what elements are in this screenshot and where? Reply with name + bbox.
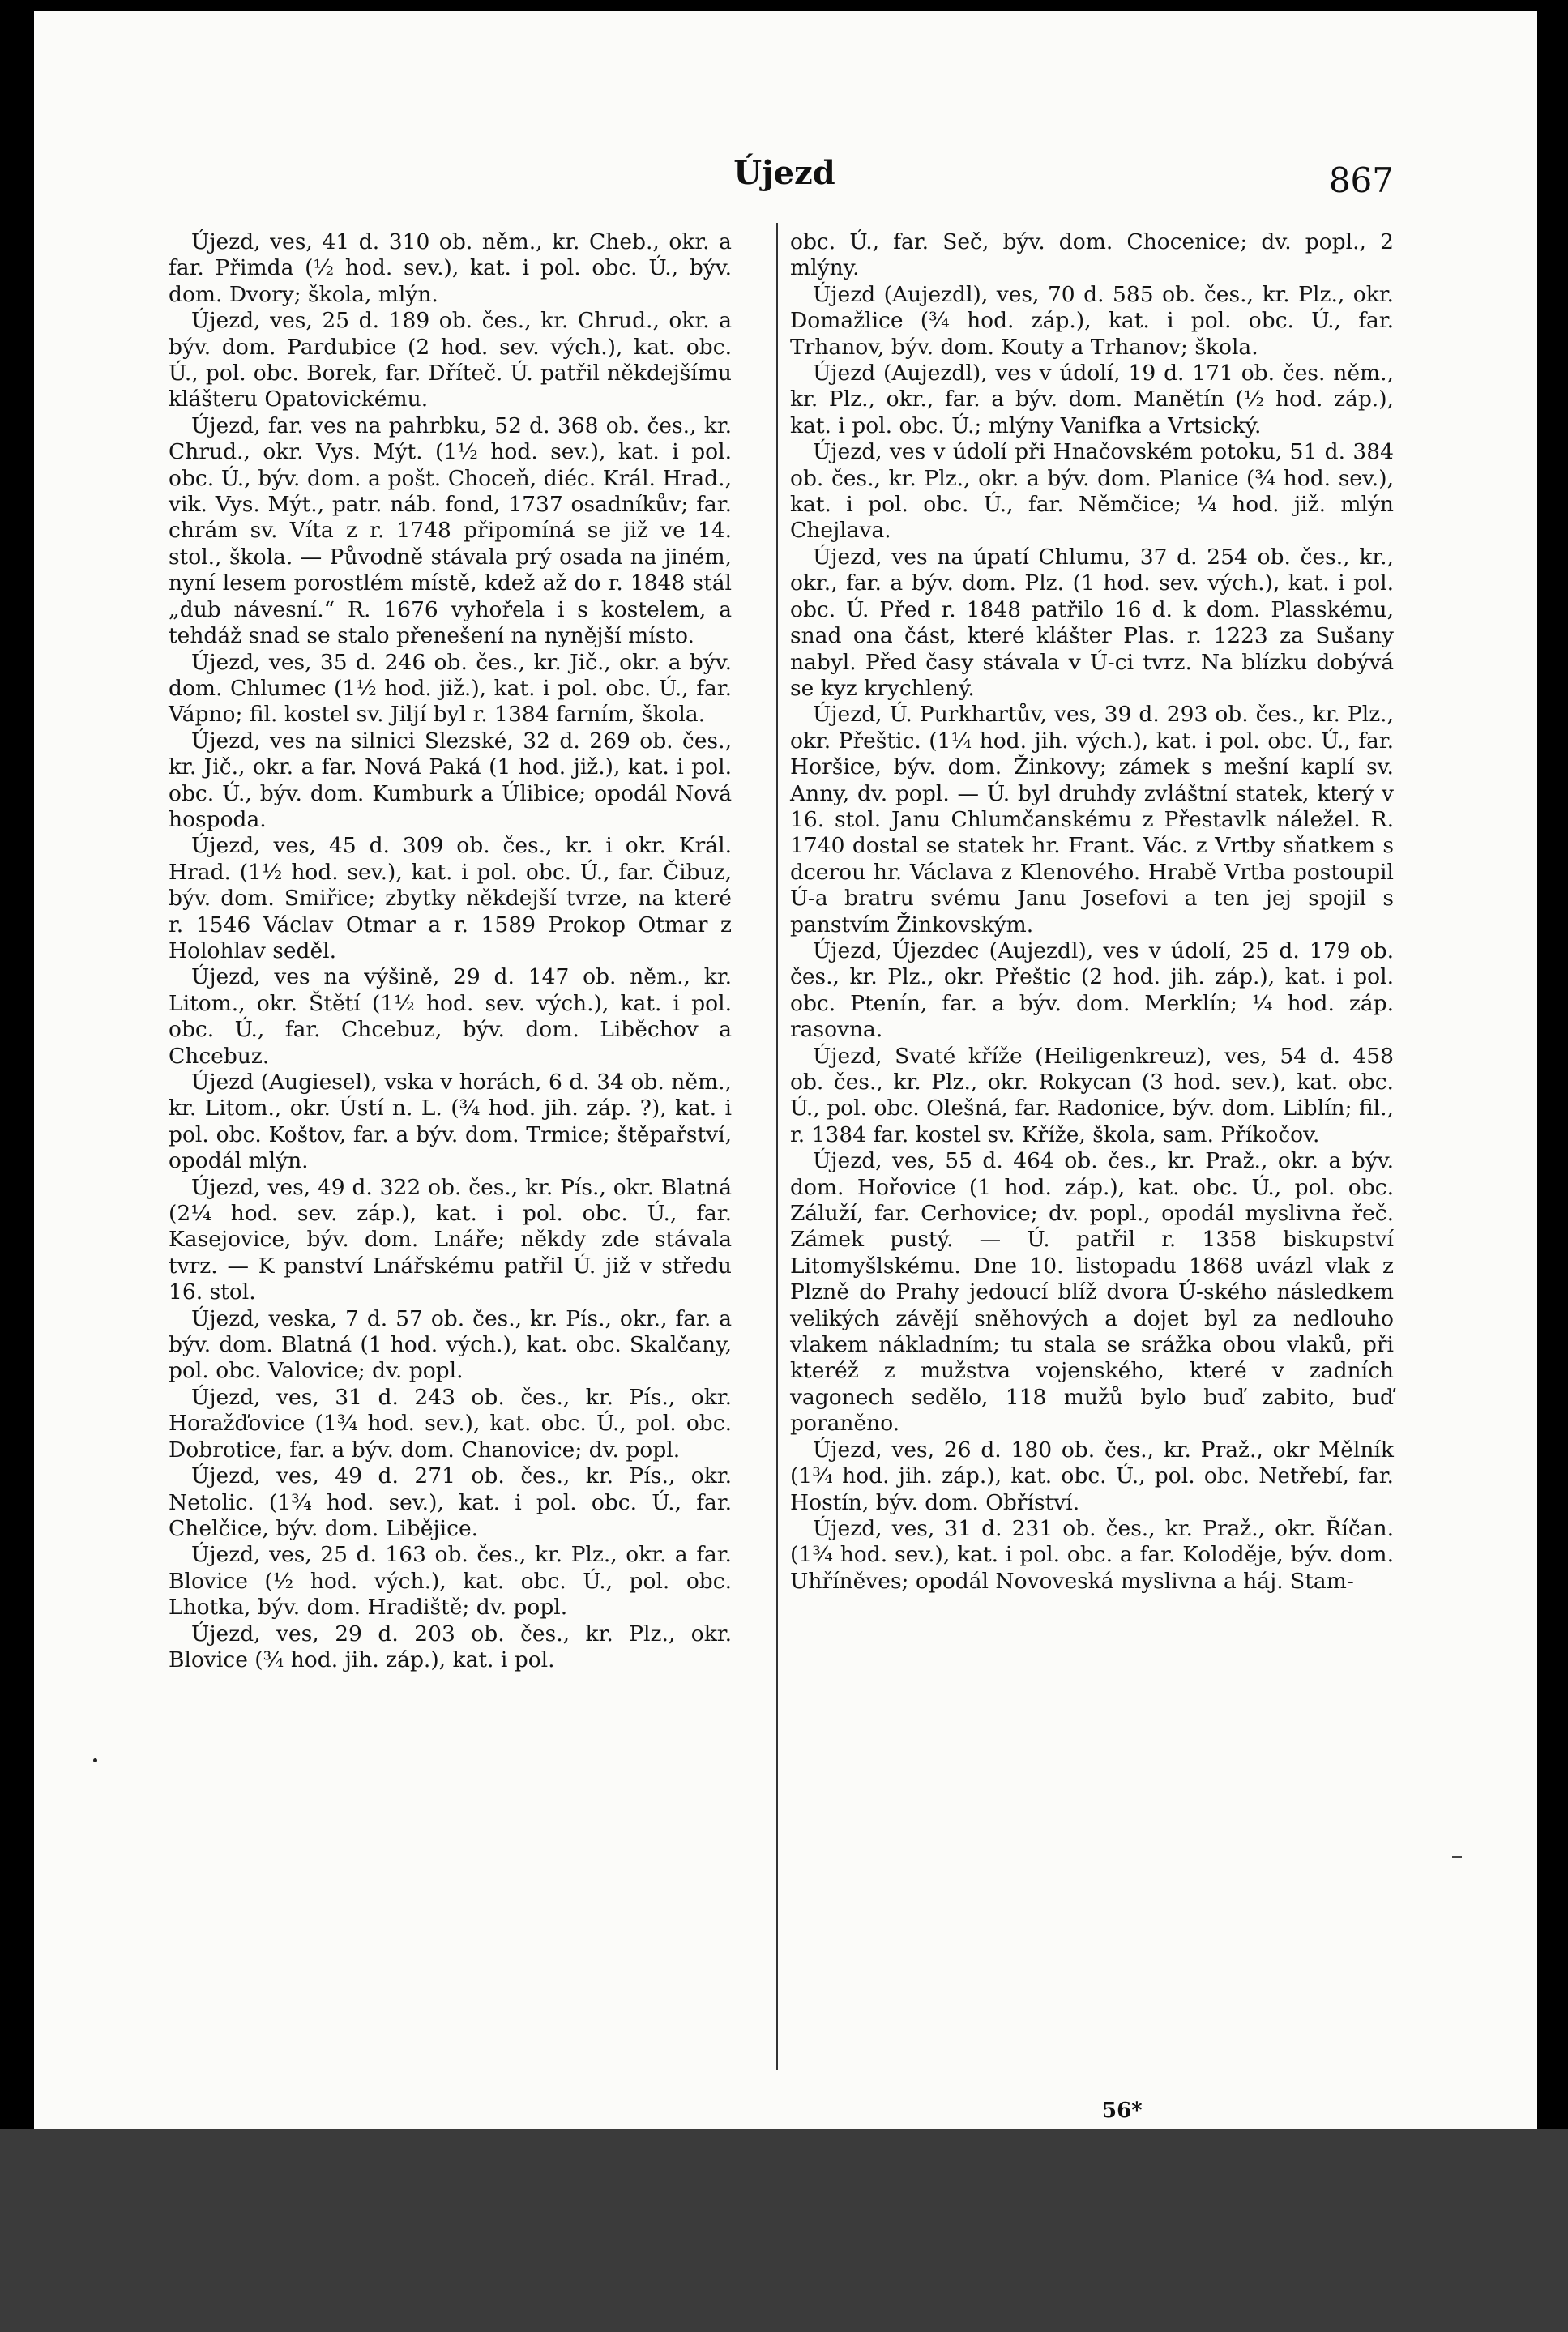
entry: Újezd, ves, 25 d. 189 ob. čes., kr. Chrud., okr. a býv. dom. Pardubice (2 hod. sev. vých.), kat. obc. Ú., pol. obc. Borek, far. Dříteč. Ú. patřil někdejšímu klášteru Opatovickému. xyxy=(169,308,732,412)
scan-speck xyxy=(93,1758,97,1762)
scan-border-right xyxy=(1537,0,1568,2129)
entry: Újezd, ves na výšině, 29 d. 147 ob. něm., kr. Litom., okr. Štětí (1½ hod. sev. vých.), kat. i pol. obc. Ú., far. Chcebuz, býv. dom. Liběchov a Chcebuz. xyxy=(169,964,732,1069)
scan-speck xyxy=(1452,1856,1462,1858)
entry-continuation: obc. Ú., far. Seč, býv. dom. Chocenice; dv. popl., 2 mlýny. xyxy=(790,229,1394,281)
entry: Újezd, ves v údolí při Hnačovském potoku, 51 d. 384 ob. čes., kr. Plz., okr. a býv. dom. Planice (¾ hod. sev.), kat. i pol. obc. Ú., far. Němčice; ¼ hod. již. mlýn Chejlava. xyxy=(790,439,1394,544)
entry: Újezd, ves, 55 d. 464 ob. čes., kr. Praž., okr. a býv. dom. Hořovice (1 hod. záp.), kat. obc. Ú., pol. obc. Záluží, far. Cerhovice; dv. popl., opodál myslivna řeč. Zámek pustý. — Ú. patřil r. 1358 biskupství Litomyšlskému. Dne 10. listopadu 1868 uvázl vlak z Plzně do Prahy jedoucí blíž dvora Ú-ského následkem velikých závějí sněhových a dojet byl za nedlouho vlakem nákladním; tu stala se srážka obou vlaků, při kteréž z mužstva vojenského, které v zadních vagonech sedělo, 118 mužů bylo buď zabito, buď poraněno. xyxy=(790,1148,1394,1437)
entry: Újezd (Aujezdl), ves v údolí, 19 d. 171 ob. čes. něm., kr. Plz., okr., far. a býv. dom. Manětín (½ hod. záp.), kat. i pol. obc. Ú.; mlýny Vanifka a Vrtsický. xyxy=(790,361,1394,438)
entry: Újezd, Újezdec (Aujezdl), ves v údolí, 25 d. 179 ob. čes., kr. Plz., okr. Přeštic (2 hod. jih. záp.), kat. i pol. obc. Ptenín, far. a býv. dom. Merklín; ¼ hod. záp. rasovna. xyxy=(790,937,1394,1043)
entry: Újezd, Ú. Purkhartův, ves, 39 d. 293 ob. čes., kr. Plz., okr. Přeštic. (1¼ hod. jih. vých.), kat. i pol. obc. Ú., far. Horšice, býv. dom. Žinkovy; zámek s mešní kaplí sv. Anny, dv. popl. — Ú. byl druhdy zvláštní statek, který v 16. stol. Janu Chlumčanskému z Přestavlk náležel. R. 1740 dostal se statek hr. Frant. Vác. z Vrtby sňatkem s dcerou hr. Václava z Klenového. Hrabě Vrtba postoupil Ú-a bratru svému Janu Josefovi a ten jej spojil s panstvím Žinkovským. xyxy=(790,702,1394,937)
entry: Újezd, ves na silnici Slezské, 32 d. 269 ob. čes., kr. Jič., okr. a far. Nová Paká (1 hod. již.), kat. i pol. obc. Ú., býv. dom. Kumburk a Úlibice; opodál Nová hospoda. xyxy=(169,728,732,832)
left-column xyxy=(169,229,732,1673)
entry: Újezd (Aujezdl), ves, 70 d. 585 ob. čes., kr. Plz., okr. Domažlice (¾ hod. záp.), kat. i pol. obc. Ú., far. Trhanov, býv. dom. Kouty a Trhanov; škola. xyxy=(790,281,1394,360)
entry: Újezd, ves, 35 d. 246 ob. čes., kr. Jič., okr. a býv. dom. Chlumec (1½ hod. již.), kat. i pol. obc. Ú., far. Vápno; fil. kostel sv. Jiljí byl r. 1384 farním, škola. xyxy=(169,649,732,728)
entry: Újezd, Svaté kříže (Heiligenkreuz), ves, 54 d. 458 ob. čes., kr. Plz., okr. Rokycan (3 hod. sev.), kat. obc. Ú., pol. obc. Olešná, far. Radonice, býv. dom. Liblín; fil., r. 1384 far. kostel sv. Kříže, škola, sam. Příkočov. xyxy=(790,1043,1394,1147)
entry: Újezd, ves, 49 d. 322 ob. čes., kr. Pís., okr. Blatná (2¼ hod. sev. záp.), kat. i pol. obc. Ú., far. Kasejovice, býv. dom. Lnáře; někdy zde stávala tvrz. — K panství Lnářskému patřil Ú. již v středu 16. stol. xyxy=(169,1174,732,1305)
entry: Újezd, ves, 45 d. 309 ob. čes., kr. i okr. Král. Hrad. (1½ hod. sev.), kat. i pol. obc. Ú., far. Čibuz, býv. dom. Smiřice; zbytky někdejší tvrze, na které r. 1546 Václav Otmar a r. 1589 Prokop Otmar z Holohlav seděl. xyxy=(169,833,732,963)
entry: Újezd, ves, 41 d. 310 ob. něm., kr. Cheb., okr. a far. Přimda (½ hod. sev.), kat. i pol. obc. Ú., býv. dom. Dvory; škola, mlýn. xyxy=(169,229,732,307)
entry: Újezd, ves, 25 d. 163 ob. čes., kr. Plz., okr. a far. Blovice (½ hod. vých.), kat. obc. Ú., pol. obc. Lhotka, býv. dom. Hradiště; dv. popl. xyxy=(169,1542,732,1621)
page-number: 867 xyxy=(1328,160,1394,200)
column-divider xyxy=(776,223,778,2070)
entry: Újezd, ves, 29 d. 203 ob. čes., kr. Plz., okr. Blovice (¾ hod. jih. záp.), kat. i pol. xyxy=(169,1621,732,1672)
right-column xyxy=(790,229,1394,1595)
entry: Újezd, far. ves na pahrbku, 52 d. 368 ob. čes., kr. Chrud., okr. Vys. Mýt. (1½ hod. sev.), kat. i pol. obc. Ú., býv. dom. a pošt. Choceň, diéc. Král. Hrad., vik. Vys. Mýt., patr. náb. fond, 1737 osadníkův; far. chrám sv. Víta z r. 1748 připomíná se již ve 14. stol., škola. — Původně stávala prý osada na jiném, nyní lesem porostlém místě, kdež až do r. 1848 stál „dub návesní.“ R. 1676 vyhořela i s kostelem, a tehdáž snad se stalo přenešení na nynější místo. xyxy=(169,412,732,649)
entry: Újezd, ves, 49 d. 271 ob. čes., kr. Pís., okr. Netolic. (1¾ hod. sev.), kat. i pol. obc. Ú., far. Chelčice, býv. dom. Libějice. xyxy=(169,1463,732,1541)
running-head: Újezd xyxy=(733,154,835,192)
entry: Újezd, ves, 31 d. 231 ob. čes., kr. Praž., okr. Říčan. (1¾ hod. sev.), kat. i pol. obc. a far. Koloděje, býv. dom. Uhříněves; opodál Novoveská myslivna a háj. Stam- xyxy=(790,1515,1394,1594)
entry: Újezd (Augiesel), vska v horách, 6 d. 34 ob. něm., kr. Litom., okr. Ústí n. L. (¾ hod. jih. záp. ?), kat. i pol. obc. Koštov, far. a býv. dom. Trmice; štěpařství, opodál mlýn. xyxy=(169,1070,732,1174)
scan-background-bottom xyxy=(0,2129,1568,2332)
entry: Újezd, ves, 31 d. 243 ob. čes., kr. Pís., okr. Horažďovice (1¾ hod. sev.), kat. obc. Ú., pol. obc. Dobrotice, far. a býv. dom. Chanovice; dv. popl. xyxy=(169,1384,732,1463)
scan-border-top xyxy=(0,0,1568,11)
entry: Újezd, ves na úpatí Chlumu, 37 d. 254 ob. čes., kr., okr., far. a býv. dom. Plz. (1 hod. sev. vých.), kat. i pol. obc. Ú. Před r. 1848 patřilo 16 d. k dom. Plasskému, snad ona část, které klášter Plas. r. 1223 za Sušany nabyl. Před časy stávala v Ú-ci tvrz. Na blízku dobývá se kyz krychlený. xyxy=(790,544,1394,701)
printer-signature: 56* xyxy=(1102,2099,1143,2123)
entry: Újezd, ves, 26 d. 180 ob. čes., kr. Praž., okr Mělník (1¾ hod. jih. záp.), kat. obc. Ú., pol. obc. Netřebí, far. Hostín, býv. dom. Obříství. xyxy=(790,1437,1394,1515)
entry: Újezd, veska, 7 d. 57 ob. čes., kr. Pís., okr., far. a býv. dom. Blatná (1 hod. vých.), kat. obc. Skalčany, pol. obc. Valovice; dv. popl. xyxy=(169,1305,732,1384)
scan-border-left xyxy=(0,0,34,2129)
